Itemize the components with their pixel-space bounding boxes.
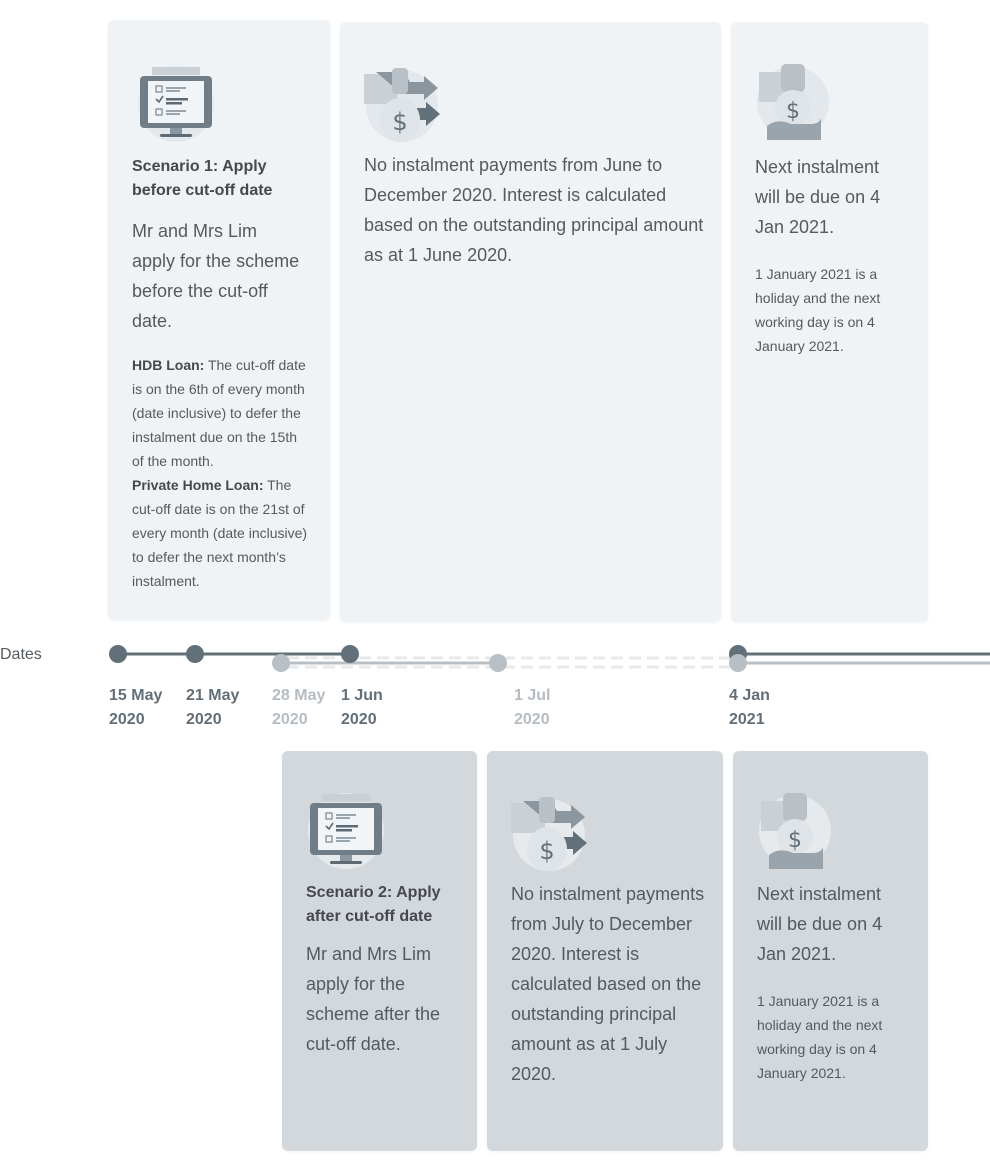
dates-axis-label: Dates xyxy=(0,646,42,663)
marker-15-may xyxy=(109,645,127,663)
svg-text:$: $ xyxy=(392,108,408,136)
scenario2-next-instalment-text: Next instalment will be due on 4 Jan 2021. xyxy=(757,884,883,964)
date-line2: 2020 xyxy=(109,711,145,728)
date-line1: 4 Jan xyxy=(729,687,770,704)
scenario1-title: Scenario 1: Apply before cut-off date xyxy=(132,158,273,199)
private-loan-label: Private Home Loan: xyxy=(132,477,264,493)
svg-text:$: $ xyxy=(539,837,555,865)
date-line2: 2020 xyxy=(514,711,550,728)
date-label-1-jul xyxy=(514,684,594,732)
scenario1-holiday-note: 1 January 2021 is a holiday and the next working day is on 4 January 2021. xyxy=(755,266,881,354)
date-line2: 2020 xyxy=(272,711,308,728)
computer-checklist-icon xyxy=(136,64,216,144)
date-line1: 1 Jul xyxy=(514,687,551,704)
scenario2-title: Scenario 2: Apply after cut-off date xyxy=(306,884,441,925)
date-label-4-jan xyxy=(729,684,809,732)
svg-text:$: $ xyxy=(786,99,800,124)
money-bag-pause-icon xyxy=(509,791,593,875)
marker-1-jun xyxy=(341,645,359,663)
scenario1-deferment-text: No instalment payments from June to December 2020. Interest is calculated based on the outstanding principal amount as at 1 June 2020. xyxy=(364,155,704,265)
hdb-loan-label: HDB Loan: xyxy=(132,357,205,373)
scenario1-card-next-instalment xyxy=(731,22,928,622)
timeline xyxy=(0,630,990,680)
date-line2: 2020 xyxy=(186,711,222,728)
date-line1: 28 May xyxy=(272,687,326,704)
marker-21-may xyxy=(186,645,204,663)
date-label-21-may xyxy=(186,684,266,732)
scenario2-apply-text: Mr and Mrs Lim apply for the scheme after the cut-off date. xyxy=(306,944,441,1054)
date-label-28-may xyxy=(272,684,352,732)
scenario1-next-instalment-text: Next instalment will be due on 4 Jan 2021. xyxy=(755,157,881,237)
date-label-15-may xyxy=(109,684,189,732)
computer-checklist-icon xyxy=(306,791,386,871)
scenario1-cutoff-notes xyxy=(132,353,312,593)
private-loan-text: The cut-off date is on the 21st of every month (date inclusive) to defer the next month’s instalment. xyxy=(132,477,308,589)
scenario1-apply-text: Mr and Mrs Lim apply for the scheme before the cut-off date. xyxy=(132,221,300,331)
date-label-1-jun xyxy=(341,684,421,732)
scenario2-holiday-note: 1 January 2021 is a holiday and the next working day is on 4 January 2021. xyxy=(757,993,883,1081)
money-bag-hand-icon xyxy=(753,62,833,142)
date-line1: 1 Jun xyxy=(341,687,383,704)
marker-4-jan-scenario2 xyxy=(729,654,747,672)
money-bag-pause-icon xyxy=(362,62,446,146)
marker-28-may xyxy=(272,654,290,672)
svg-text:$: $ xyxy=(788,828,802,853)
date-line2: 2020 xyxy=(341,711,377,728)
hdb-loan-text: The cut-off date is on the 6th of every month (date inclusive) to defer the instalment due on the 15th of the month. xyxy=(132,357,306,469)
scenario2-card-next-instalment xyxy=(733,751,928,1151)
scenario1-card-deferment xyxy=(340,22,721,622)
scenario2-card-apply xyxy=(282,751,477,1151)
date-line2: 2021 xyxy=(729,711,765,728)
marker-1-jul xyxy=(489,654,507,672)
money-bag-hand-icon xyxy=(755,791,835,871)
date-line1: 15 May xyxy=(109,687,163,704)
scenario2-card-deferment xyxy=(487,751,723,1151)
scenario1-card-apply xyxy=(108,20,330,620)
date-line1: 21 May xyxy=(186,687,240,704)
scenario2-deferment-text: No instalment payments from July to December 2020. Interest is calculated based on the outstanding principal amount as at 1 July 2020. xyxy=(511,884,705,1084)
